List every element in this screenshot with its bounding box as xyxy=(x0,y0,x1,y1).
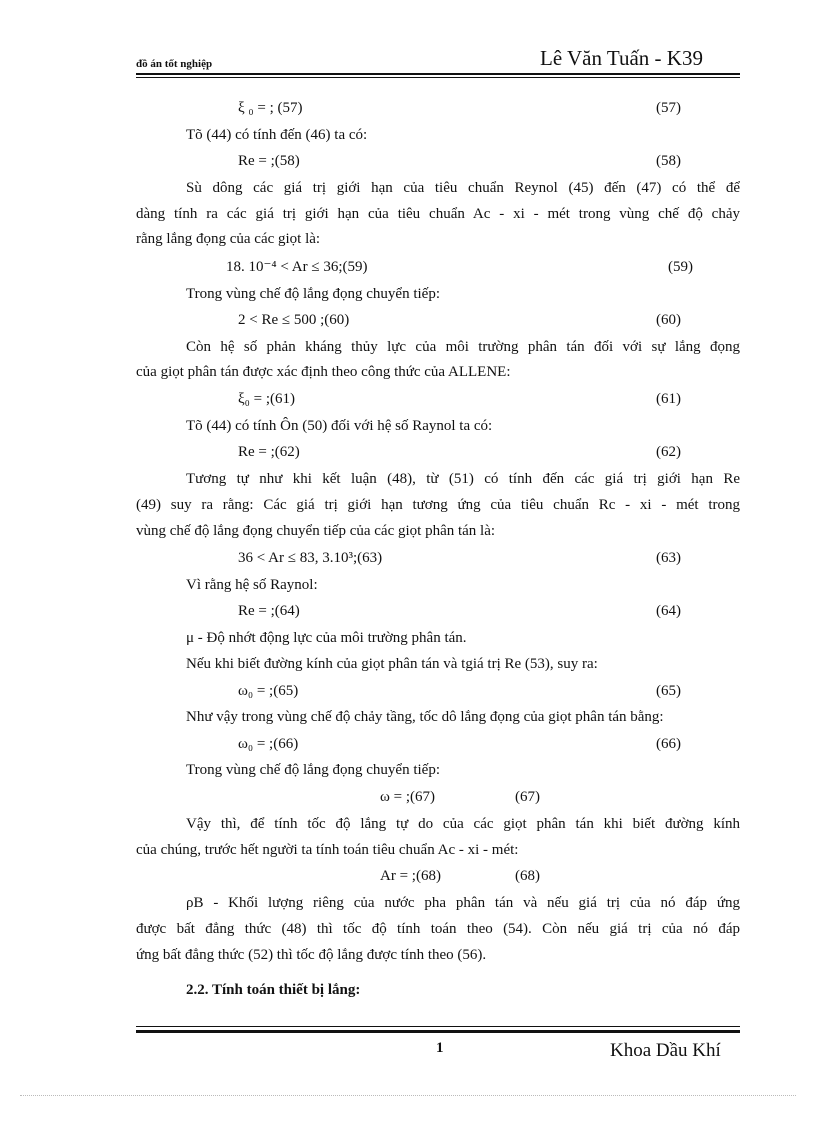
paragraph-line: được bất đẳng thức (48) thì tốc độ tính toán theo (54). Còn nếu giá trị của nó đáp xyxy=(136,921,740,937)
footer-rule-thick xyxy=(136,1030,740,1033)
equation-number: (61) xyxy=(656,391,681,407)
equation-62: Re = ;(62) xyxy=(238,444,300,460)
equation-63: 36 < Ar ≤ 83, 3.10³;(63) xyxy=(238,550,383,566)
paragraph-line: Tương tự như khi kết luận (48), từ (51) có tính đến các giá trị giới hạn Re xyxy=(186,471,740,487)
equation-65: ω₀ = ;(65) xyxy=(238,683,299,699)
equation-number: (65) xyxy=(656,683,681,699)
equation-58: Re = ;(58) xyxy=(238,153,300,169)
text-line: Tõ (44) có tính Ôn (50) đối với hệ số Raynol ta có: xyxy=(186,418,493,434)
page-number: 1 xyxy=(436,1040,444,1056)
paragraph-line: vùng chế độ lắng đọng chuyển tiếp của các giọt phân tán là: xyxy=(136,523,496,539)
text-line: Nếu khi biết đường kính của giọt phân tán và tgiá trị Re (53), suy ra: xyxy=(186,656,598,672)
equation-number: (67) xyxy=(515,789,540,805)
paragraph-line: của giọt phân tán được xác định theo công thức của ALLENE: xyxy=(136,364,511,380)
equation-number: (58) xyxy=(656,153,681,169)
equation-67: ω = ;(67) xyxy=(380,789,435,805)
equation-number: (64) xyxy=(656,603,681,619)
equation-number: (68) xyxy=(515,868,540,884)
text-line: Như vậy trong vùng chế độ chảy tầng, tốc dô lắng đọng của giọt phân tán bằng: xyxy=(186,709,664,725)
header-rule-thick xyxy=(136,73,740,75)
header-rule-thin xyxy=(136,77,740,78)
section-heading: 2.2. Tính toán thiết bị lắng: xyxy=(186,982,361,998)
equation-number: (66) xyxy=(656,736,681,752)
paragraph-line: dàng tính ra các giá trị giới hạn của tiêu chuẩn Ac - xi - mét trong vùng chế độ chảy xyxy=(136,206,740,222)
paragraph-line: rằng lắng đọng của các giọt là: xyxy=(136,231,321,247)
paragraph-line: Vậy thì, để tính tốc độ lắng tự do của các giọt phân tán khi biết đường kính xyxy=(186,816,740,832)
paragraph-line: ứng bất đẳng thức (52) thì tốc độ lắng được tính theo (56). xyxy=(136,947,487,963)
equation-61: ξ₀ = ;(61) xyxy=(238,391,296,407)
text-line: Vì rằng hệ số Raynol: xyxy=(186,577,318,593)
equation-60: 2 < Re ≤ 500 ;(60) xyxy=(238,312,350,328)
paragraph-line: của chúng, trước hết người ta tính toán tiêu chuẩn Ac - xi - mét: xyxy=(136,842,519,858)
header-document-type: đồ án tốt nghiệp xyxy=(136,58,213,70)
equation-68: Ar = ;(68) xyxy=(380,868,441,884)
equation-number: (62) xyxy=(656,444,681,460)
text-line: μ - Độ nhớt động lực của môi trường phân tán. xyxy=(186,630,467,646)
equation-number: (63) xyxy=(656,550,681,566)
paragraph-line: Còn hệ số phản kháng thủy lực của môi trường phân tán đối với sự lắng đọng xyxy=(186,339,740,355)
equation-64: Re = ;(64) xyxy=(238,603,300,619)
equation-59: 18. 10⁻⁴ < Ar ≤ 36;(59) xyxy=(226,259,368,275)
equation-number: (57) xyxy=(656,100,681,116)
paragraph-line: (49) suy ra rằng: Các giá trị giới hạn tương ứng của tiêu chuẩn Rc - xi - mét trong xyxy=(136,497,740,513)
equation-66: ω₀ = ;(66) xyxy=(238,736,299,752)
header-author: Lê Văn Tuấn - K39 xyxy=(540,46,703,70)
paragraph-line: ρB - Khối lượng riêng của nước pha phân tán và nếu giá trị của nó đáp ứng xyxy=(186,895,740,911)
equation-number: (59) xyxy=(668,259,693,275)
footer-department: Khoa Dầu Khí xyxy=(610,1040,721,1061)
text-line: Trong vùng chế độ lắng đọng chuyển tiếp: xyxy=(186,762,440,778)
text-line: Trong vùng chế độ lắng đọng chuyển tiếp: xyxy=(186,286,440,302)
footer-rule-thin xyxy=(136,1026,740,1027)
equation-number: (60) xyxy=(656,312,681,328)
text-line: Tõ (44) có tính đến (46) ta có: xyxy=(186,127,368,143)
equation-57: ξ ₀ = ; (57) xyxy=(238,100,303,116)
paragraph-line: Sù dông các giá trị giới hạn của tiêu chuẩn Reynol (45) đến (47) có thể để xyxy=(186,180,740,196)
page-boundary xyxy=(20,1095,796,1096)
